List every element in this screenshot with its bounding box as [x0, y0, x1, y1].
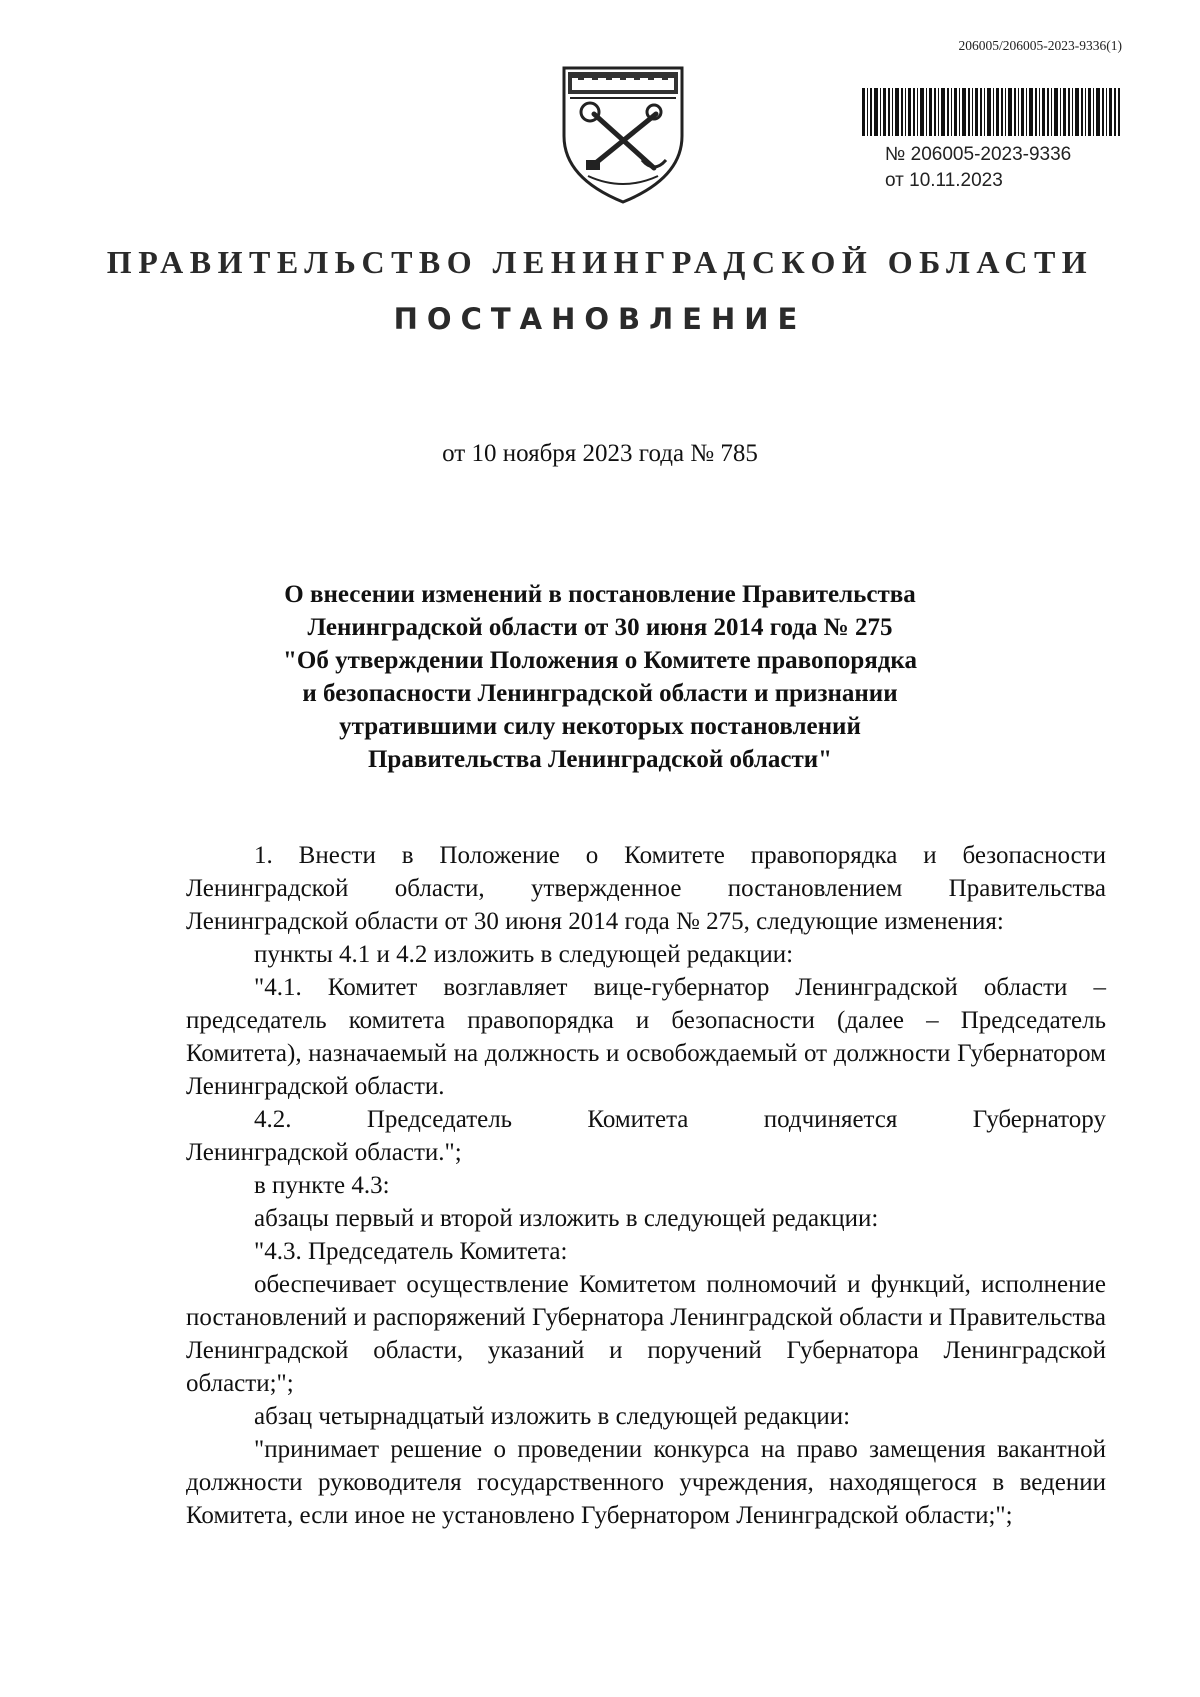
- paragraph-6: абзацы первый и второй изложить в следующей редакции:: [254, 1205, 879, 1232]
- paragraph-4-word: подчиняется: [763, 1106, 898, 1133]
- paragraph-4-word: Председатель: [366, 1106, 513, 1133]
- heading-line: утратившими силу некоторых постановлений: [339, 713, 861, 740]
- paragraph-9: абзац четырнадцатый изложить в следующей редакции:: [254, 1403, 851, 1430]
- paragraph-8: обеспечивает осуществление Комитетом полномочий и функций, исполнение постановлений и распоряжений Губернатора Ленинградской области и Правительства Ленинградской области, указаний и поручений Губернатора Ленинградской области;";: [186, 1271, 1106, 1397]
- heading-line: "Об утверждении Положения о Комитете правопорядка: [283, 647, 917, 674]
- heading-line: и безопасности Ленинградской области и признании: [302, 680, 898, 707]
- paragraph-3: "4.1. Комитет возглавляет вице-губернатор Ленинградской области – председатель комитета правопорядка и безопасности (далее – Председатель Комитета), назначаемый на должность и освобождаемый от должности Губернатором Ленинградской области.: [186, 974, 1106, 1100]
- document-date-number: от 10 ноября 2023 года № 785: [442, 440, 758, 467]
- document-body: [186, 839, 1106, 1532]
- heading-line: О внесении изменений в постановление Правительства: [284, 581, 916, 608]
- paragraph-4-end: Ленинградской области.";: [186, 1139, 462, 1166]
- heading-line: Правительства Ленинградской области": [367, 746, 833, 773]
- heading-line: Ленинградской области от 30 июня 2014 года № 275: [307, 614, 893, 641]
- barcode-icon: [862, 88, 1120, 136]
- coat-of-arms-icon: [558, 56, 688, 206]
- paragraph-4-word: Комитета: [587, 1106, 689, 1133]
- registration-date: от 10.11.2023: [885, 170, 1003, 191]
- government-title: ПРАВИТЕЛЬСТВО ЛЕНИНГРАДСКОЙ ОБЛАСТИ: [106, 244, 1094, 280]
- paragraph-10: "принимает решение о проведении конкурса на право замещения вакантной должности руководителя государственного учреждения, находящегося в ведении Комитета, если иное не установлено Губернатором Ленинградской области;";: [186, 1436, 1106, 1529]
- paragraph-5: в пункте 4.3:: [254, 1172, 390, 1199]
- paragraph-7: "4.3. Председатель Комитета:: [254, 1238, 568, 1265]
- paragraph-1: 1. Внести в Положение о Комитете правопорядка и безопасности Ленинградской области, утвержденное постановлением Правительства Ленинградской области от 30 июня 2014 года № 275, следующие изменения:: [186, 842, 1106, 935]
- registration-number: № 206005-2023-9336: [885, 144, 1072, 165]
- document-type: ПОСТАНОВЛЕНИЕ: [393, 302, 807, 336]
- paragraph-4-word: Губернатору: [972, 1106, 1106, 1133]
- document-code: 206005/206005-2023-9336(1): [958, 38, 1122, 53]
- paragraph-4-line: [186, 1103, 1106, 1136]
- paragraph-4-word: 4.2.: [254, 1106, 292, 1133]
- paragraph-2: пункты 4.1 и 4.2 изложить в следующей редакции:: [254, 941, 794, 968]
- document-heading: [250, 578, 950, 776]
